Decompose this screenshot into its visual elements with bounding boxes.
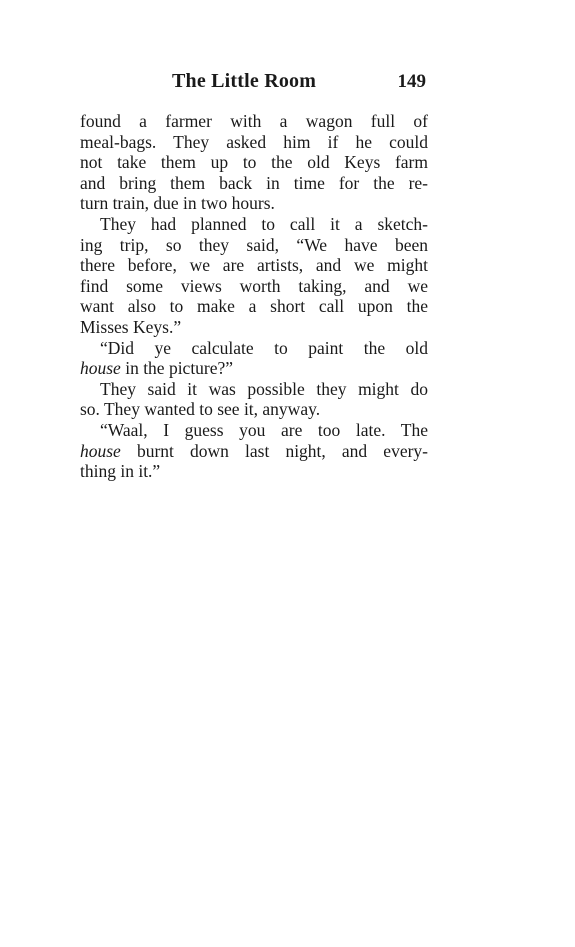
page-number: 149: [397, 71, 426, 92]
text-line: there before, we are artists, and we might: [80, 255, 428, 276]
italic-word: house: [80, 440, 121, 461]
running-title: The Little Room: [172, 70, 317, 92]
text-fragment: burnt down last night, and every-: [120, 440, 428, 461]
text-line: They said it was possible they might do: [100, 378, 428, 399]
text-line: [80, 358, 428, 379]
text-line: thing in it.”: [80, 461, 161, 482]
text-line: meal-bags. They asked him if he could: [80, 131, 428, 152]
italic-word: house: [80, 358, 121, 379]
text-line: find some views worth taking, and we: [80, 275, 428, 296]
text-line: not take them up to the old Keys farm: [80, 152, 428, 173]
text-line: and bring them back in time for the re-: [80, 172, 428, 193]
text-line: so. They wanted to see it, anyway.: [80, 399, 321, 420]
running-header: [80, 70, 428, 96]
text-line: “Waal, I guess you are too late. The: [100, 419, 428, 440]
text-line: want also to make a short call upon the: [80, 296, 428, 317]
text-line: [80, 441, 428, 462]
text-fragment: in the picture?”: [120, 358, 234, 379]
body-text: [80, 111, 428, 482]
text-line: “Did ye calculate to paint the old: [100, 337, 428, 358]
text-line: found a farmer with a wagon full of: [80, 111, 428, 131]
text-line: Misses Keys.”: [80, 316, 182, 337]
text-line: ing trip, so they said, “We have been: [80, 234, 428, 255]
text-line: turn train, due in two hours.: [80, 193, 275, 214]
text-line: They had planned to call it a sketch-: [100, 213, 428, 234]
